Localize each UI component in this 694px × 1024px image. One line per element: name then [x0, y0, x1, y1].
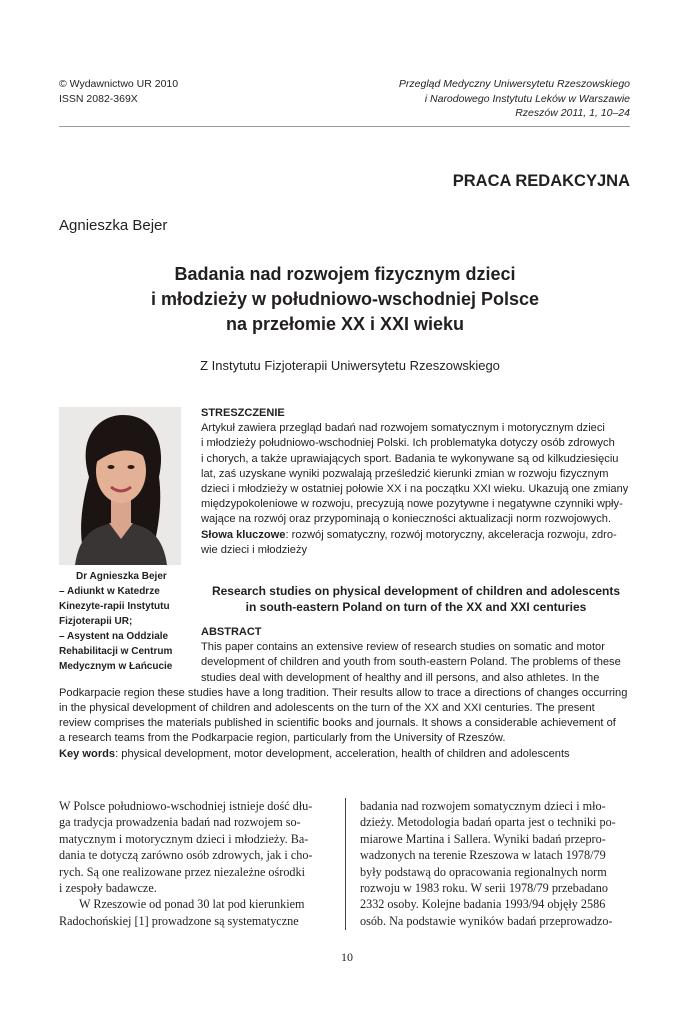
abstract-line: Podkarpacie region these studies have a long tradition. Their results allow to trace a directions of changes occurring [59, 686, 628, 699]
article-type-label: PRACA REDAKCYJNA [452, 172, 630, 190]
abstract-line: i chorych, a także uprawiających sport. Badania te wykonywane są od kilkudziesięciu [201, 452, 619, 465]
abstract-line: review comprises the materials published in scientific books and journals. It shows a considerable achievement of [59, 717, 616, 730]
keywords-line [59, 747, 639, 762]
abstract-line: in the physical development of children and adolescents on the turn of the XX and XXI centuries. The present [59, 702, 595, 715]
journal-citation [399, 77, 630, 121]
caption-line: Fizjoterapii UR; [59, 616, 133, 627]
title-line: i młodzieży w południowo-wschodniej Polsce [150, 289, 540, 309]
body-line: rych. Są one realizowane przez niezależne ośrodki [59, 864, 305, 879]
keywords-text: : rozwój somatyczny, rozwój motoryczny, akceleracja rozwoju, zdro- [285, 528, 617, 541]
abstract-heading: ABSTRACT [201, 626, 262, 638]
abstract-line: studies deal with development of healthy and ill persons, and also athletes. In the [201, 671, 600, 684]
journal-name-line-1: Przegląd Medyczny Uniwersytetu Rzeszowskiego [398, 78, 630, 90]
article-title [130, 262, 560, 337]
body-line: Radochońskiej [1] prowadzone są systematyczne [59, 913, 299, 928]
header-divider [59, 126, 630, 127]
body-line: W Polsce południowo-wschodniej istnieje dość dłu- [59, 799, 313, 813]
keywords-text: : physical development, motor development, acceleration, health of children and adolescents [115, 747, 570, 760]
author-photo [59, 407, 181, 565]
body-line: dania te dotyczą zarówno osób zdrowych, jak i cho- [59, 848, 313, 863]
abstract-line: lat, zaś uzyskane wyniki pozwalają prześledzić kierunki zmian w rozwoju fizycznym [201, 467, 609, 480]
title-line: na przełomie XX i XXI wieku [225, 314, 465, 334]
body-column-left [59, 798, 329, 929]
body-column-right [360, 798, 630, 929]
abstract-line: i młodzieży południowo-wschodniej Polski. Ich problematyka dotyczy osób zdrowych [201, 437, 615, 450]
abstract-line: development of children and youth from south-eastern Poland. The problems of these [201, 656, 621, 669]
keywords-line: wie dzieci i młodzieży [201, 543, 308, 556]
caption-line: Medycznym w Łańcucie [59, 661, 173, 672]
english-title-line: in south-eastern Poland on turn of the XX and XXI centuries [245, 600, 587, 614]
page-number: 10 [341, 950, 353, 964]
streszczenie-heading: STRESZCZENIE [201, 407, 285, 419]
abstract-line: międzypokoleniowe w rozwoju, precyzują nowe pozytywne i negatywne czynniki wpły- [201, 498, 623, 511]
caption-line: Dr Agnieszka Bejer [76, 571, 167, 582]
body-line: matycznym i motorycznym dzieci i młodzieży. Ba- [59, 831, 309, 846]
polish-abstract [201, 406, 630, 558]
keywords-label: Słowa kluczowe [201, 528, 286, 541]
issn-line: ISSN 2082-369X [59, 92, 138, 105]
caption-line: – Asystent na Oddziale [59, 631, 169, 642]
journal-name-line-2: i Narodowego Instytutu Leków w Warszawie [424, 92, 630, 105]
body-line: osób. Na podstawie wyników badań przeprowadzo- [360, 913, 613, 928]
english-title [186, 583, 646, 615]
keywords-label: Key words [59, 747, 116, 760]
keywords-line [201, 528, 630, 543]
body-line: były podstawą do opracowania regionalnych norm [360, 864, 607, 879]
caption-line: – Adiunkt w Katedrze [59, 586, 160, 597]
body-line: i zespoły badawcze. [59, 881, 157, 896]
body-line: miarowe Martina i Sallera. Wyniki badań przepro- [360, 831, 606, 846]
abstract-line: This paper contains an extensive review of research studies on somatic and motor [201, 641, 605, 654]
journal-issue-line: Rzeszów 2011, 1, 10–24 [515, 107, 630, 119]
author-affiliation: Z Instytutu Fizjoterapii Uniwersytetu Rzeszowskiego [200, 358, 500, 373]
journal-publisher-info [59, 77, 178, 106]
author-portrait-image [59, 407, 181, 565]
body-line: wadzonych na terenie Rzeszowa w latach 1978/79 [360, 848, 606, 863]
column-separator [345, 798, 346, 930]
caption-line: Kinezyte-rapii Instytutu [59, 601, 170, 612]
publisher-line: © Wydawnictwo UR 2010 [59, 78, 179, 90]
title-line: Badania nad rozwojem fizycznym dzieci [174, 264, 516, 284]
abstract-line: dzieci i młodzieży w ostatniej połowie XX i na początku XXI wieku. Ukazują one zmiany [201, 483, 629, 496]
abstract-line: a research teams from the Podkarpacie region, particularly from the University of Rzeszów. [59, 732, 506, 745]
english-title-line: Research studies on physical development of children and adolescents [211, 584, 621, 598]
body-line: 2332 osoby. Kolejne badania 1993/94 objęły 2586 [360, 897, 606, 912]
english-abstract [59, 625, 639, 762]
body-line: dzieży. Metodologia badań oparta jest o techniki po- [360, 815, 616, 830]
abstract-line: wające na rozwój oraz przypominają o konieczności aktualizacji norm rozwojowych. [201, 513, 612, 526]
abstract-line: Artykuł zawiera przegląd badań nad rozwojem somatycznym i motorycznym dzieci [201, 422, 605, 435]
caption-line: Rehabilitacji w Centrum [59, 646, 173, 657]
body-line: rozwoju w 1983 roku. W serii 1978/79 przebadano [360, 881, 608, 896]
body-line: badania nad rozwojem somatycznym dzieci i mło- [360, 799, 606, 813]
body-line: ga tradycja prowadzenia badań nad rozwojem so- [59, 815, 301, 830]
body-line: W Rzeszowie od ponad 30 lat pod kierunkiem [79, 897, 305, 912]
author-name: Agnieszka Bejer [59, 217, 168, 234]
